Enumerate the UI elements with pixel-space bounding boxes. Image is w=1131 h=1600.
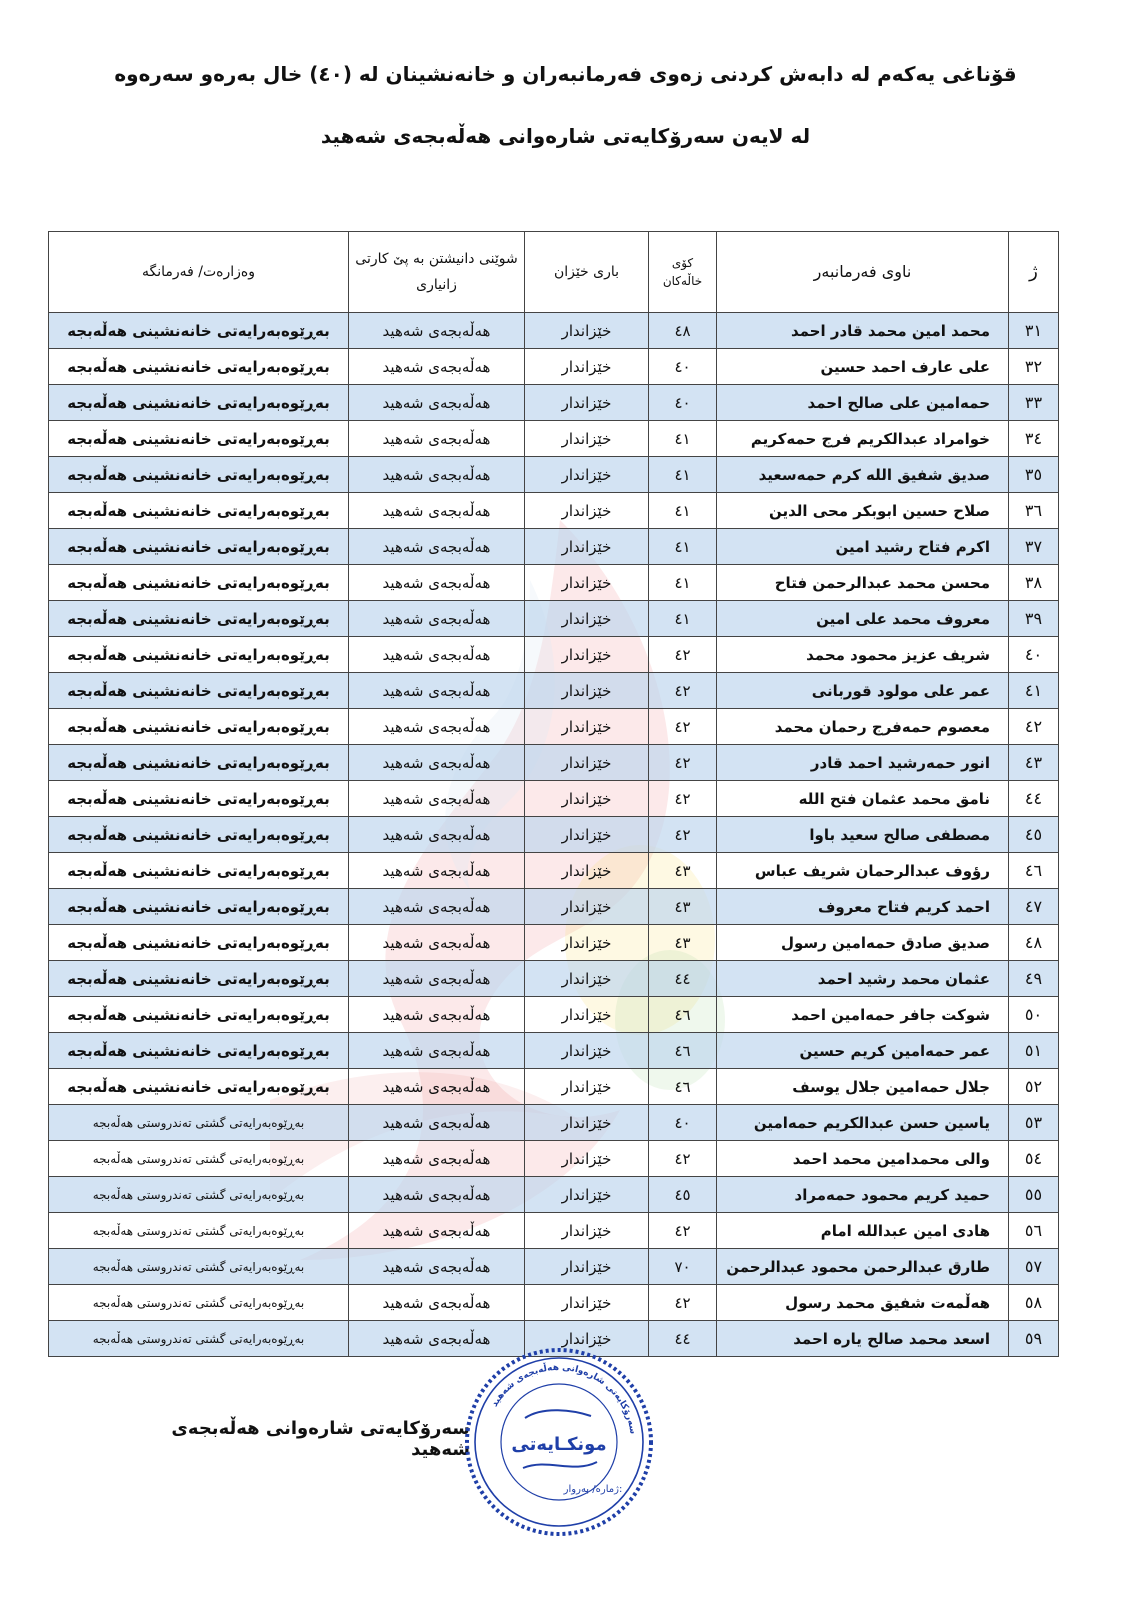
residence: هەڵەبجەی شەهید: [349, 313, 525, 349]
employee-name: مصطفی صالح سعید باوا: [717, 817, 1009, 853]
table-row: [49, 781, 1059, 817]
stamp-date-label: ژمارە/ بەروار:: [563, 1484, 623, 1495]
table-row: [49, 313, 1059, 349]
ministry: بەڕێوەبەرایەتی خانەنشینی هەڵەبجە: [49, 817, 349, 853]
points-total: ٤٢: [649, 1141, 717, 1177]
employee-name: صدیق صادق حمەامین رسول: [717, 925, 1009, 961]
employee-name: عثمان محمد رشید احمد: [717, 961, 1009, 997]
ministry: بەڕێوەبەرایەتی گشتی تەندروستی هەڵەبجە: [49, 1105, 349, 1141]
table-row: [49, 1213, 1059, 1249]
marital-status: خێزاندار: [525, 889, 649, 925]
marital-status: خێزاندار: [525, 1105, 649, 1141]
table-row: [49, 1105, 1059, 1141]
residence: هەڵەبجەی شەهید: [349, 457, 525, 493]
table-row: [49, 529, 1059, 565]
residence: هەڵەبجەی شەهید: [349, 1033, 525, 1069]
document-subtitle: لە لایەن سەرۆکایەتی شارەوانی هەڵەبجەی شەهید: [320, 124, 811, 148]
points-total: ٤٢: [649, 745, 717, 781]
points-total: ٤٣: [649, 925, 717, 961]
row-number: ٤٤: [1009, 781, 1059, 817]
marital-status: خێزاندار: [525, 529, 649, 565]
points-total: ٤٢: [649, 673, 717, 709]
points-total: ٤١: [649, 601, 717, 637]
row-number: ٥٨: [1009, 1285, 1059, 1321]
row-number: ٤٢: [1009, 709, 1059, 745]
employee-name: اسعد محمد صالح یارە احمد: [717, 1321, 1009, 1357]
row-number: ٣٧: [1009, 529, 1059, 565]
ministry: بەڕێوەبەرایەتی خانەنشینی هەڵەبجە: [49, 349, 349, 385]
table-row: [49, 493, 1059, 529]
ministry: بەڕێوەبەرایەتی خانەنشینی هەڵەبجە: [49, 385, 349, 421]
row-number: ٥٤: [1009, 1141, 1059, 1177]
row-number: ٤٩: [1009, 961, 1059, 997]
row-number: ٥٥: [1009, 1177, 1059, 1213]
employee-name: انور حمەرشید احمد قادر: [717, 745, 1009, 781]
row-number: ٥٠: [1009, 997, 1059, 1033]
marital-status: خێزاندار: [525, 493, 649, 529]
marital-status: خێزاندار: [525, 1321, 649, 1357]
header-marital: باری خێزان: [525, 232, 649, 313]
ministry: بەڕێوەبەرایەتی خانەنشینی هەڵەبجە: [49, 601, 349, 637]
employee-name: محمد امین محمد قادر احمد: [717, 313, 1009, 349]
employee-land-table-wrapper: [48, 231, 1058, 1357]
table-row: [49, 565, 1059, 601]
table-row: [49, 961, 1059, 997]
employee-name: احمد کریم فتاح معروف: [717, 889, 1009, 925]
residence: هەڵەبجەی شەهید: [349, 601, 525, 637]
employee-name: شوکت جافر حمەامین احمد: [717, 997, 1009, 1033]
table-row: [49, 1177, 1059, 1213]
points-total: ٤٤: [649, 1321, 717, 1357]
marital-status: خێزاندار: [525, 1285, 649, 1321]
residence: هەڵەبجەی شەهید: [349, 529, 525, 565]
row-number: ٤٨: [1009, 925, 1059, 961]
document-title: قۆناغی یەکەم لە دابەش کردنی زەوی فەرمانبەران و خانەنشینان لە (٤٠) خال بەرەو سەرەوە: [114, 62, 1017, 86]
residence: هەڵەبجەی شەهید: [349, 493, 525, 529]
stamp-ring-text: سەرۆکایەتی شارەوانی هەڵەبجەی شەهید: [489, 1362, 638, 1435]
ministry: بەڕێوەبەرایەتی خانەنشینی هەڵەبجە: [49, 529, 349, 565]
residence: هەڵەبجەی شەهید: [349, 421, 525, 457]
marital-status: خێزاندار: [525, 601, 649, 637]
employee-name: هەڵمەت شفیق محمد رسول: [717, 1285, 1009, 1321]
official-stamp: [463, 1344, 655, 1540]
residence: هەڵەبجەی شەهید: [349, 853, 525, 889]
points-total: ٤٢: [649, 1285, 717, 1321]
marital-status: خێزاندار: [525, 637, 649, 673]
marital-status: خێزاندار: [525, 1213, 649, 1249]
points-total: ٤٦: [649, 1033, 717, 1069]
ministry: بەڕێوەبەرایەتی خانەنشینی هەڵەبجە: [49, 925, 349, 961]
table-row: [49, 709, 1059, 745]
ministry: بەڕێوەبەرایەتی خانەنشینی هەڵەبجە: [49, 457, 349, 493]
table-row: [49, 1069, 1059, 1105]
points-total: ٤١: [649, 493, 717, 529]
residence: هەڵەبجەی شەهید: [349, 817, 525, 853]
marital-status: خێزاندار: [525, 421, 649, 457]
row-number: ٣٥: [1009, 457, 1059, 493]
table-row: [49, 1249, 1059, 1285]
employee-name: نامق محمد عثمان فتح الله: [717, 781, 1009, 817]
points-total: ٤٤: [649, 961, 717, 997]
marital-status: خێزاندار: [525, 997, 649, 1033]
row-number: ٥٢: [1009, 1069, 1059, 1105]
marital-status: خێزاندار: [525, 385, 649, 421]
employee-name: والی محمدامین محمد احمد: [717, 1141, 1009, 1177]
residence: هەڵەبجەی شەهید: [349, 1069, 525, 1105]
points-total: ٤٢: [649, 637, 717, 673]
marital-status: خێزاندار: [525, 853, 649, 889]
marital-status: خێزاندار: [525, 709, 649, 745]
employee-name: جلال حمەامین جلال یوسف: [717, 1069, 1009, 1105]
table-row: [49, 1285, 1059, 1321]
table-row: [49, 601, 1059, 637]
ministry: بەڕێوەبەرایەتی خانەنشینی هەڵەبجە: [49, 709, 349, 745]
ministry: بەڕێوەبەرایەتی خانەنشینی هەڵەبجە: [49, 493, 349, 529]
residence: هەڵەبجەی شەهید: [349, 961, 525, 997]
ministry: بەڕێوەبەرایەتی گشتی تەندروستی هەڵەبجە: [49, 1177, 349, 1213]
residence: هەڵەبجەی شەهید: [349, 889, 525, 925]
employee-name: یاسین حسن عبدالکریم حمەامین: [717, 1105, 1009, 1141]
marital-status: خێزاندار: [525, 313, 649, 349]
points-total: ٤٣: [649, 889, 717, 925]
table-row: [49, 673, 1059, 709]
employee-name: عمر حمەامین کریم حسین: [717, 1033, 1009, 1069]
row-number: ٤٥: [1009, 817, 1059, 853]
employee-name: محسن محمد عبدالرحمن فتاح: [717, 565, 1009, 601]
points-total: ٤٨: [649, 313, 717, 349]
row-number: ٣٦: [1009, 493, 1059, 529]
residence: هەڵەبجەی شەهید: [349, 637, 525, 673]
table-row: [49, 925, 1059, 961]
marital-status: خێزاندار: [525, 925, 649, 961]
header-name: ناوی فەرمانبەر: [717, 232, 1009, 313]
row-number: ٥٩: [1009, 1321, 1059, 1357]
header-residence: شوێنی دانیشتن بە پێ کارتی زانیاری: [349, 232, 525, 313]
table-row: [49, 421, 1059, 457]
marital-status: خێزاندار: [525, 781, 649, 817]
ministry: بەڕێوەبەرایەتی خانەنشینی هەڵەبجە: [49, 673, 349, 709]
document-header: [0, 58, 1131, 152]
table-row: [49, 385, 1059, 421]
points-total: ٤٦: [649, 997, 717, 1033]
table-row: [49, 817, 1059, 853]
points-total: ٤٢: [649, 781, 717, 817]
residence: هەڵەبجەی شەهید: [349, 1285, 525, 1321]
header-points: کۆی خاڵەکان: [649, 232, 717, 313]
ministry: بەڕێوەبەرایەتی خانەنشینی هەڵەبجە: [49, 1069, 349, 1105]
residence: هەڵەبجەی شەهید: [349, 565, 525, 601]
ministry: بەڕێوەبەرایەتی خانەنشینی هەڵەبجە: [49, 421, 349, 457]
row-number: ٥٦: [1009, 1213, 1059, 1249]
points-total: ٤٢: [649, 817, 717, 853]
employee-name: صلاح حسین ابوبکر محی الدین: [717, 493, 1009, 529]
points-total: ٤٦: [649, 1069, 717, 1105]
row-number: ٤٦: [1009, 853, 1059, 889]
ministry: بەڕێوەبەرایەتی گشتی تەندروستی هەڵەبجە: [49, 1249, 349, 1285]
employee-name: معروف محمد علی امین: [717, 601, 1009, 637]
ministry: بەڕێوەبەرایەتی گشتی تەندروستی هەڵەبجە: [49, 1285, 349, 1321]
ministry: بەڕێوەبەرایەتی خانەنشینی هەڵەبجە: [49, 313, 349, 349]
ministry: بەڕێوەبەرایەتی خانەنشینی هەڵەبجە: [49, 565, 349, 601]
residence: هەڵەبجەی شەهید: [349, 1105, 525, 1141]
employee-name: حمەامین علی صالح احمد: [717, 385, 1009, 421]
residence: هەڵەبجەی شەهید: [349, 385, 525, 421]
points-total: ٤١: [649, 421, 717, 457]
points-total: ٤٢: [649, 1213, 717, 1249]
ministry: بەڕێوەبەرایەتی گشتی تەندروستی هەڵەبجە: [49, 1141, 349, 1177]
employee-name: خوامراد عبدالکریم فرج حمەکریم: [717, 421, 1009, 457]
ministry: بەڕێوەبەرایەتی خانەنشینی هەڵەبجە: [49, 1033, 349, 1069]
employee-name: رؤوف عبدالرحمان شریف عباس: [717, 853, 1009, 889]
residence: هەڵەبجەی شەهید: [349, 781, 525, 817]
points-total: ٧٠: [649, 1249, 717, 1285]
table-row: [49, 349, 1059, 385]
employee-land-table: [48, 231, 1059, 1357]
points-total: ٤٣: [649, 853, 717, 889]
row-number: ٣١: [1009, 313, 1059, 349]
table-header-row: [49, 232, 1059, 313]
table-row: [49, 745, 1059, 781]
residence: هەڵەبجەی شەهید: [349, 925, 525, 961]
ministry: بەڕێوەبەرایەتی خانەنشینی هەڵەبجە: [49, 781, 349, 817]
table-row: [49, 853, 1059, 889]
employee-name: اکرم فتاح رشید امین: [717, 529, 1009, 565]
table-row: [49, 889, 1059, 925]
marital-status: خێزاندار: [525, 565, 649, 601]
residence: هەڵەبجەی شەهید: [349, 1141, 525, 1177]
table-row: [49, 637, 1059, 673]
row-number: ٥٣: [1009, 1105, 1059, 1141]
marital-status: خێزاندار: [525, 1069, 649, 1105]
residence: هەڵەبجەی شەهید: [349, 673, 525, 709]
ministry: بەڕێوەبەرایەتی گشتی تەندروستی هەڵەبجە: [49, 1321, 349, 1357]
ministry: بەڕێوەبەرایەتی خانەنشینی هەڵەبجە: [49, 889, 349, 925]
points-total: ٤١: [649, 565, 717, 601]
header-ministry: وەزارەت/ فەرمانگە: [49, 232, 349, 313]
row-number: ٣٨: [1009, 565, 1059, 601]
points-total: ٤٠: [649, 385, 717, 421]
employee-name: حمید کریم محمود حمەمراد: [717, 1177, 1009, 1213]
ministry: بەڕێوەبەرایەتی گشتی تەندروستی هەڵەبجە: [49, 1213, 349, 1249]
ministry: بەڕێوەبەرایەتی خانەنشینی هەڵەبجە: [49, 745, 349, 781]
marital-status: خێزاندار: [525, 1177, 649, 1213]
stamp-center-text: مونکـایەتی: [511, 1434, 607, 1455]
residence: هەڵەبجەی شەهید: [349, 1213, 525, 1249]
table-row: [49, 1141, 1059, 1177]
points-total: ٤٢: [649, 709, 717, 745]
marital-status: خێزاندار: [525, 1033, 649, 1069]
employee-name: صدیق شفیق الله کرم حمەسعید: [717, 457, 1009, 493]
marital-status: خێزاندار: [525, 673, 649, 709]
signature-line: سەرۆکایەتی شارەوانی هەڵەبجەی شەهید: [171, 1418, 470, 1460]
marital-status: خێزاندار: [525, 817, 649, 853]
row-number: ٣٤: [1009, 421, 1059, 457]
row-number: ٥٧: [1009, 1249, 1059, 1285]
residence: هەڵەبجەی شەهید: [349, 349, 525, 385]
points-total: ٤٠: [649, 1105, 717, 1141]
points-total: ٤٥: [649, 1177, 717, 1213]
row-number: ٤١: [1009, 673, 1059, 709]
employee-name: عمر علی مولود قوربانی: [717, 673, 1009, 709]
table-row: [49, 1033, 1059, 1069]
table-row: [49, 457, 1059, 493]
employee-name: علی عارف احمد حسین: [717, 349, 1009, 385]
row-number: ٤٧: [1009, 889, 1059, 925]
points-total: ٤١: [649, 529, 717, 565]
row-number: ٤٠: [1009, 637, 1059, 673]
row-number: ٥١: [1009, 1033, 1059, 1069]
points-total: ٤٠: [649, 349, 717, 385]
employee-name: طارق عبدالرحمن محمود عبدالرحمن: [717, 1249, 1009, 1285]
marital-status: خێزاندار: [525, 745, 649, 781]
residence: هەڵەبجەی شەهید: [349, 1249, 525, 1285]
marital-status: خێزاندار: [525, 1249, 649, 1285]
ministry: بەڕێوەبەرایەتی خانەنشینی هەڵەبجە: [49, 997, 349, 1033]
row-number: ٤٣: [1009, 745, 1059, 781]
employee-name: هادی امین عبداللە امام: [717, 1213, 1009, 1249]
employee-name: معصوم حمەفرج رحمان محمد: [717, 709, 1009, 745]
marital-status: خێزاندار: [525, 1141, 649, 1177]
residence: هەڵەبجەی شەهید: [349, 1177, 525, 1213]
row-number: ٣٩: [1009, 601, 1059, 637]
ministry: بەڕێوەبەرایەتی خانەنشینی هەڵەبجە: [49, 961, 349, 997]
table-row: [49, 997, 1059, 1033]
residence: هەڵەبجەی شەهید: [349, 997, 525, 1033]
row-number: ٣٣: [1009, 385, 1059, 421]
header-number: ژ: [1009, 232, 1059, 313]
residence: هەڵەبجەی شەهید: [349, 745, 525, 781]
residence: هەڵەبجەی شەهید: [349, 1321, 525, 1357]
marital-status: خێزاندار: [525, 349, 649, 385]
marital-status: خێزاندار: [525, 961, 649, 997]
ministry: بەڕێوەبەرایەتی خانەنشینی هەڵەبجە: [49, 853, 349, 889]
residence: هەڵەبجەی شەهید: [349, 709, 525, 745]
ministry: بەڕێوەبەرایەتی خانەنشینی هەڵەبجە: [49, 637, 349, 673]
marital-status: خێزاندار: [525, 457, 649, 493]
row-number: ٣٢: [1009, 349, 1059, 385]
employee-name: شریف عزیز محمود محمد: [717, 637, 1009, 673]
points-total: ٤١: [649, 457, 717, 493]
